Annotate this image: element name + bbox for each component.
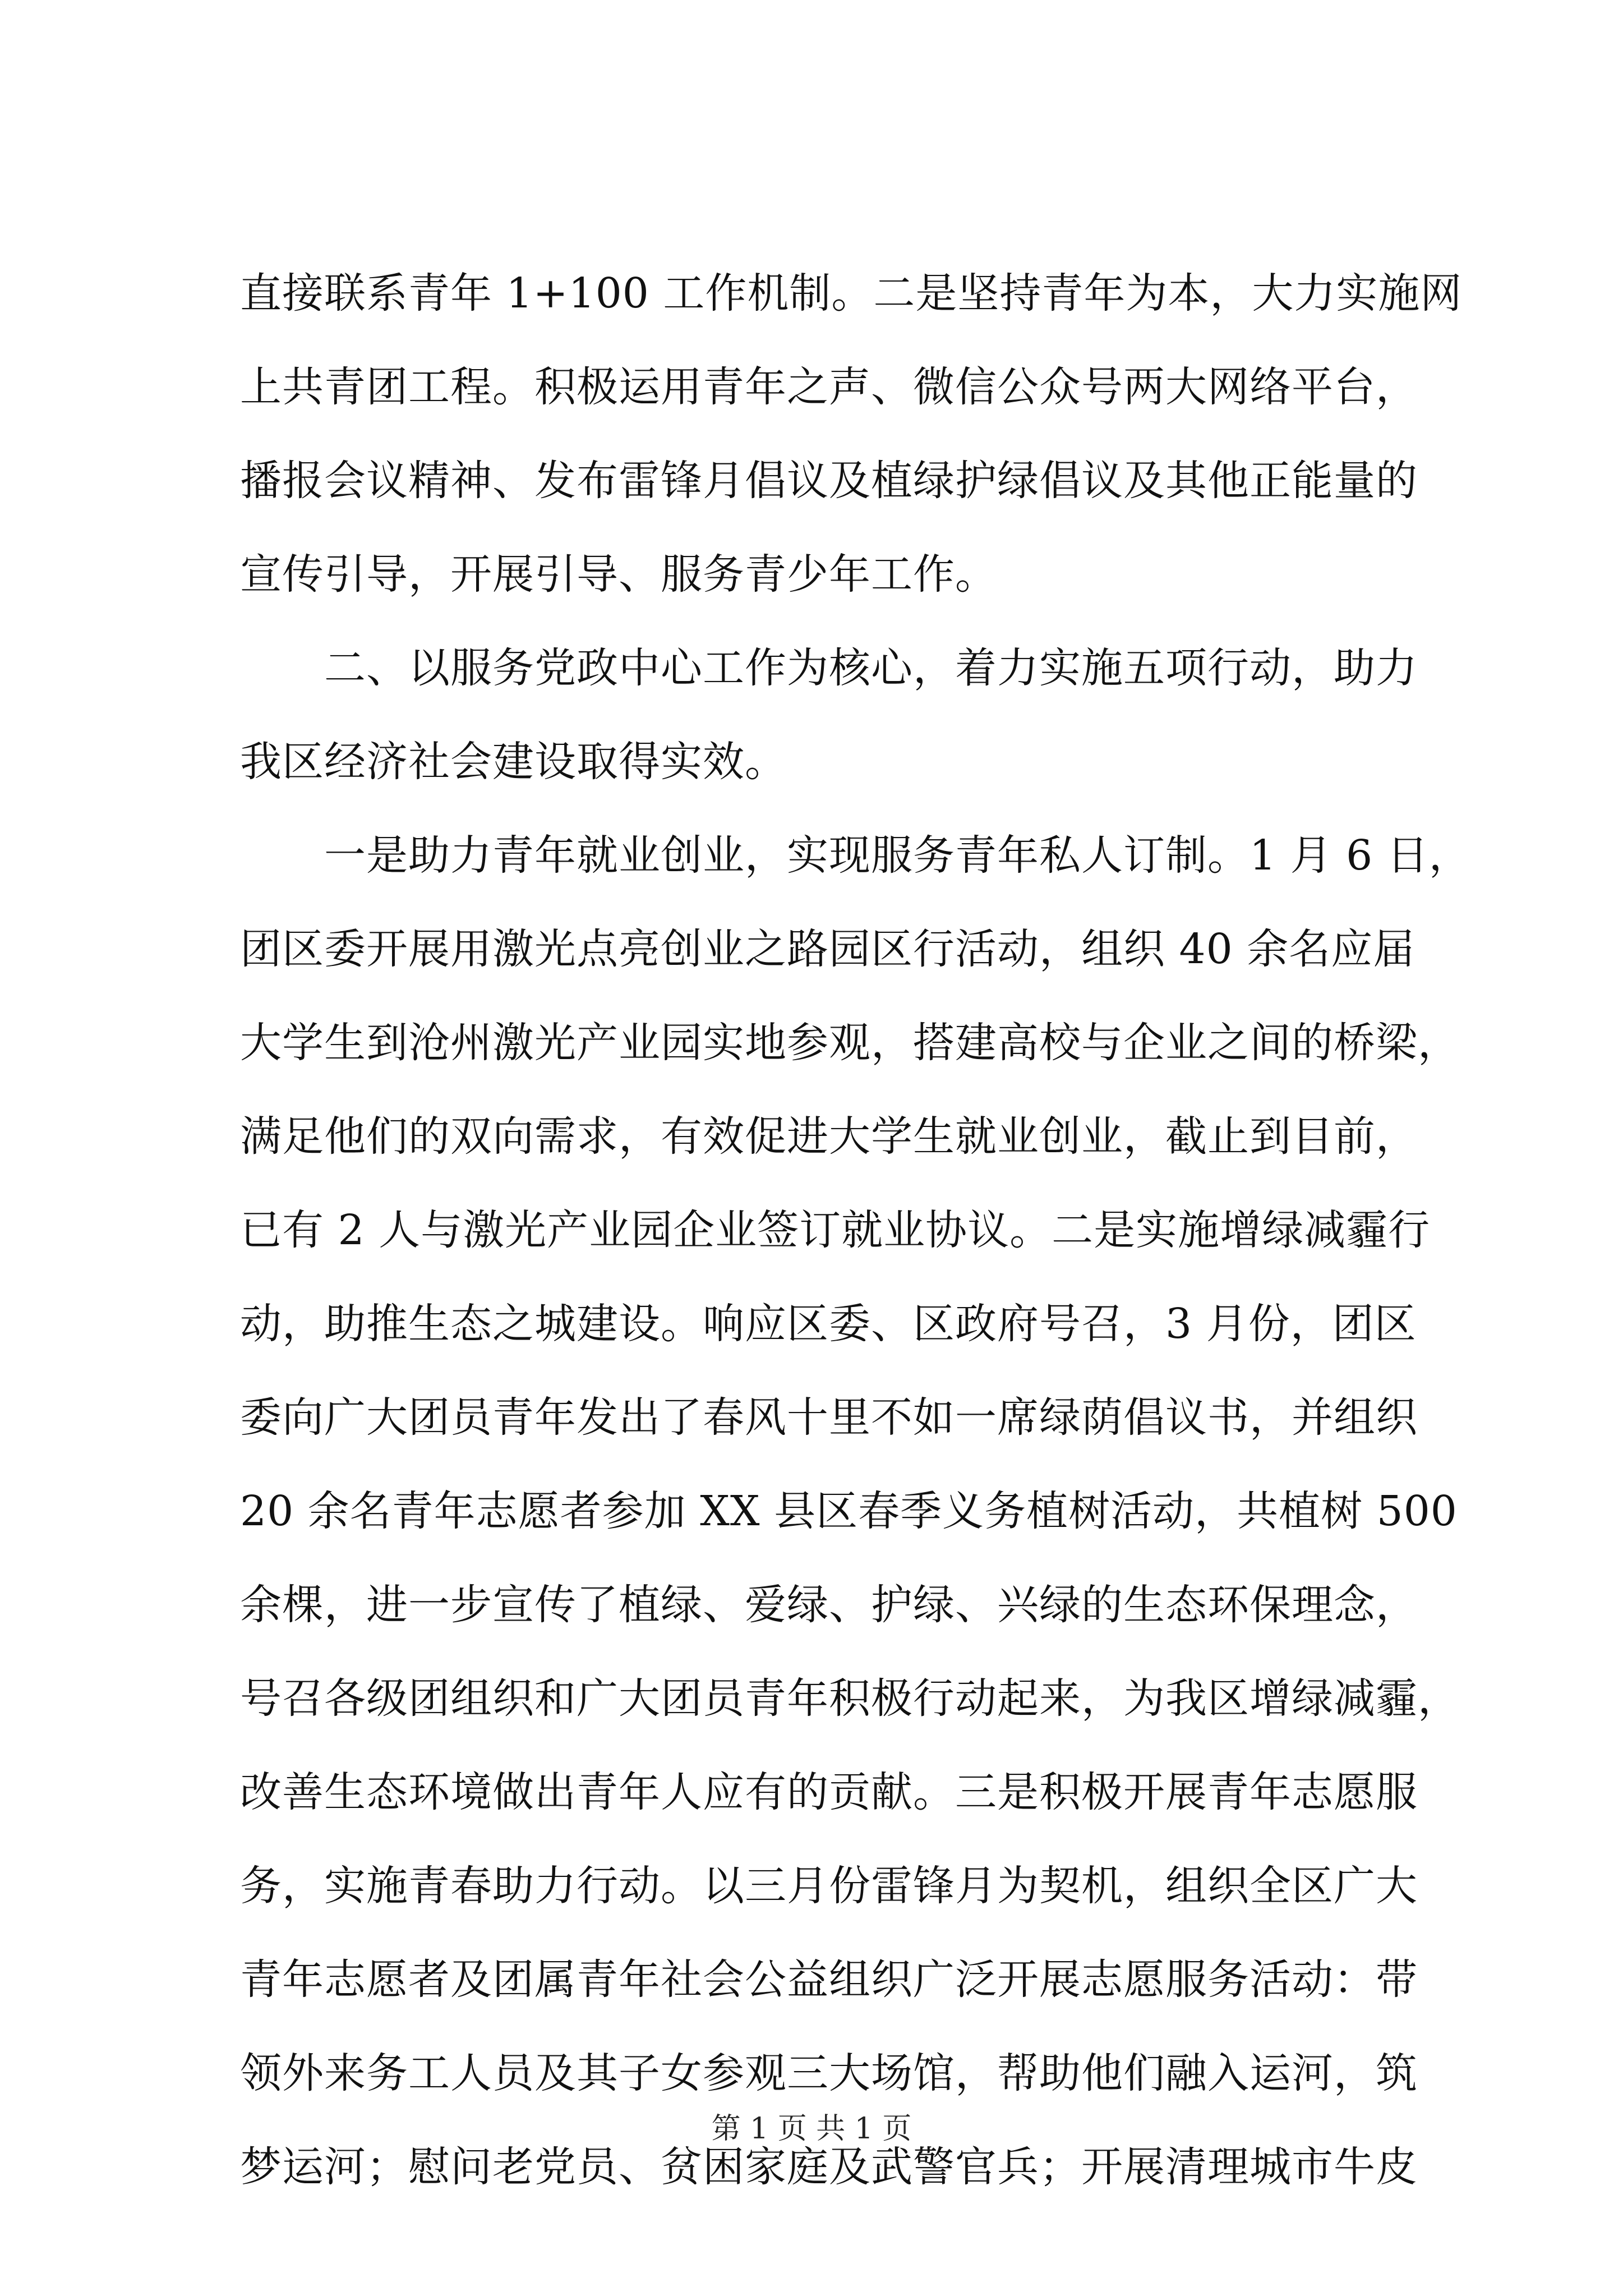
body-text xyxy=(240,247,1471,2214)
text-line: 动，助推生态之城建设。响应区委、区政府号召，3 月份，团区 xyxy=(240,1300,1417,1348)
text-line: 务，实施青春助力行动。以三月份雷锋月为契机，组织全区广大 xyxy=(240,1862,1418,1910)
text-line: 宣传引导，开展引导、服务青少年工作。 xyxy=(240,550,997,599)
paragraph-start-line: 一是助力青年就业创业，实现服务青年私人订制。1 月 6 日， xyxy=(324,831,1471,880)
section-heading-line: 二、以服务党政中心工作为核心，着力实施五项行动，助力 xyxy=(324,644,1418,692)
text-line: 大学生到沧州激光产业园实地参观，搭建高校与企业之间的桥梁， xyxy=(240,1019,1460,1067)
text-line: 已有 2 人与激光产业园企业签订就业协议。二是实施增绿减霾行 xyxy=(240,1206,1431,1254)
page-number-footer: 第 1 页 共 1 页 xyxy=(711,2112,912,2146)
text-line: 余棵，进一步宣传了植绿、爱绿、护绿、兴绿的生态环保理念， xyxy=(240,1581,1418,1629)
text-line: 领外来务工人员及其子女参观三大场馆，帮助他们融入运河，筑 xyxy=(240,2049,1418,2097)
text-line: 青年志愿者及团属青年社会公益组织广泛开展志愿服务活动：带 xyxy=(240,1955,1418,2004)
text-line: 20 余名青年志愿者参加 XX 县区春季义务植树活动，共植树 500 xyxy=(240,1487,1458,1535)
text-line: 团区委开展用激光点亮创业之路园区行活动，组织 40 余名应届 xyxy=(240,925,1415,973)
text-line: 改善生态环境做出青年人应有的贡献。三是积极开展青年志愿服 xyxy=(240,1768,1418,1816)
section-heading-line: 我区经济社会建设取得实效。 xyxy=(240,738,787,786)
text-line: 满足他们的双向需求，有效促进大学生就业创业，截止到目前， xyxy=(240,1112,1418,1161)
text-line: 直接联系青年 1+100 工作机制。二是坚持青年为本，大力实施网 xyxy=(240,269,1463,318)
text-line: 上共青团工程。积极运用青年之声、微信公众号两大网络平台， xyxy=(240,363,1418,411)
text-line: 号召各级团组织和广大团员青年积极行动起来，为我区增绿减霾， xyxy=(240,1674,1460,1723)
text-line: 播报会议精神、发布雷锋月倡议及植绿护绿倡议及其他正能量的 xyxy=(240,457,1418,505)
text-line: 委向广大团员青年发出了春风十里不如一席绿荫倡议书，并组织 xyxy=(240,1393,1418,1442)
text-line: 梦运河；慰问老党员、贫困家庭及武警官兵；开展清理城市牛皮 xyxy=(240,2143,1418,2191)
